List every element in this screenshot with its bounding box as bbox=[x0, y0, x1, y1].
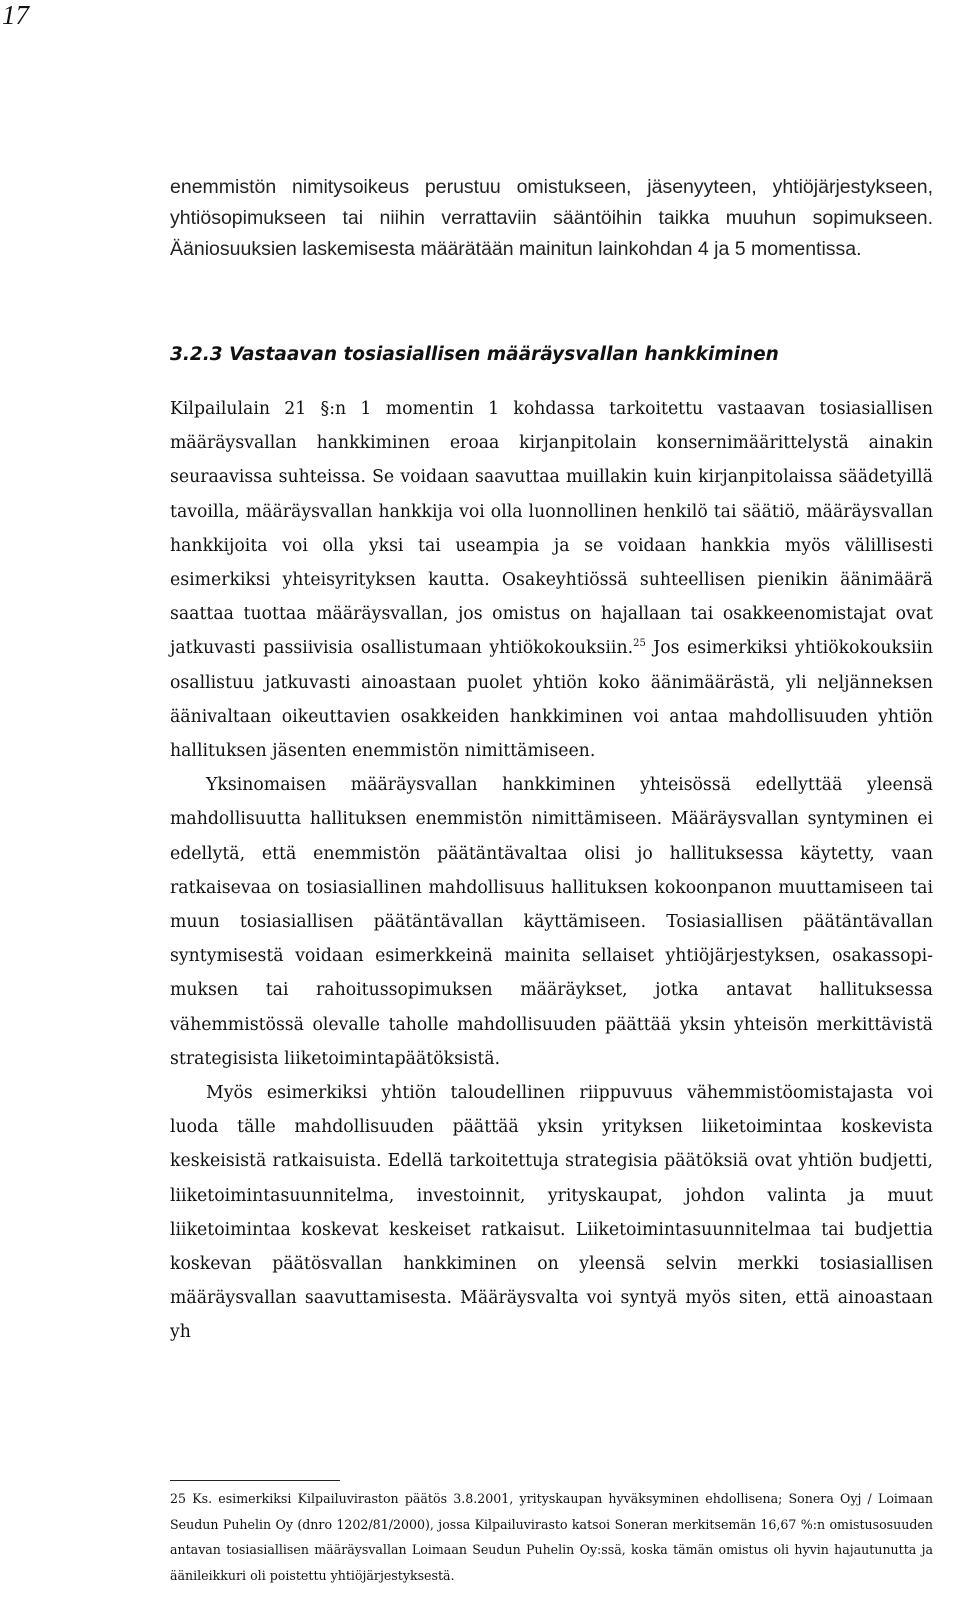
paragraph-1 bbox=[170, 392, 933, 768]
paragraph-3: Myös esimerkiksi yhtiön taloudellinen riippuvuus vähemmistöomistajasta voi luoda tälle mahdollisuuden päättää yksin yrityksen liiketoimintaa koskevista keskeisistä ratkaisuista. Edellä tarkoitettuja strategisia päätöksiä ovat yhtiön budjetti, liiketoimintasuunnitelma, investoinnit, yrityskaupat, johdon valinta ja muut liiketoimintaa koskevat keskeiset ratkaisut. Liiketoimintasuunnitelmaa tai budjettia koskevan päätösvallan hankkiminen on yleensä selvin merkki tosiasiallisen määräysvallan saavuttamisesta. Määräysvalta voi syntyä myös siten, että ainoastaan yh bbox=[170, 1083, 933, 1343]
paragraph-1-text: Kilpailulain 21 §:n 1 momentin 1 kohdassa tarkoitettu vastaavan tosiasiallisen määräysvallan hankkiminen eroaa kirjanpitolain konsernimäärittelystä ainakin seuraavissa suhteissa. Se voidaan saavuttaa muillakin kuin kirjanpitolaissa säädetyillä tavoilla, määräysvallan hankkija voi olla luonnollinen henkilö tai säätiö, määräysvallan hankkijoita voi olla yksi tai useampia ja se voidaan hankkia myös välillisesti esimerkiksi yhteisyrityksen kautta. Osakeyhtiössä suhteellisen pienikin äänimäärä saattaa tuottaa määräysvallan, jos omistus on hajallaan tai osakkeenomistajat ovat jatkuvasti passiivisia osallistumaan yhtiökokouksiin. bbox=[170, 399, 933, 659]
footnote-reference[interactable]: 25 bbox=[633, 638, 646, 650]
lead-paragraph: enemmistön nimitysoikeus perustuu omistukseen, jäsenyyteen, yhtiöjärjestykseen, yhtiösopimukseen tai niihin verrattaviin sääntöihin taikka muuhun sopimukseen. Ääniosuuksien laskemisesta määrätään mainitun lainkohdan 4 ja 5 momentissa. bbox=[170, 176, 933, 260]
section-heading: 3.2.3 Vastaavan tosiasiallisen määräysvallan hankkiminen bbox=[170, 344, 779, 365]
body-text bbox=[170, 392, 933, 1350]
footnote-divider bbox=[170, 1480, 340, 1481]
footnote: 25 Ks. esimerkiksi Kilpailuviraston päätös 3.8.2001, yrityskaupan hyväksyminen ehdollisena; Sonera Oyj / Loimaan Seudun Puhelin Oy (dnro 1202/81/2000), jossa Kilpailuvirasto katsoi Soneran merkitsemän 16,67 %:n omistusosuuden antavan tosiasiallisen määräysvallan Loimaan Seudun Puhelin Oy:ssä, koska tämän omistus oli hyvin hajautunutta ja äänileikkuri oli poistettu yhtiöjärjestyksestä. bbox=[170, 1491, 933, 1583]
page-number: 17 bbox=[2, 0, 29, 30]
paragraph-2: Yksinomaisen määräysvallan hankkiminen yhteisössä edellyttää yleensä mahdollisuutta hallituksen enemmistön nimittämiseen. Määräysvallan syntyminen ei edellytä, että enemmistön päätäntävaltaa olisi jo hallituksessa käytetty, vaan ratkaisevaa on tosiasiallinen mahdollisuus hallituksen kokoonpanon muuttamiseen tai muun tosiasiallisen päätäntävallan käyttämiseen. Tosiasiallisen päätäntävallan syntymisestä voidaan esimerkkeinä mainita sellaiset yhtiöjärjestyksen, osakassopimuksen tai rahoitussopimuksen määräykset, jotka antavat hallituksessa vähemmistössä olevalle taholle mahdollisuuden päättää yksin yhteisön merkittävistä strategisista liiketoimintapäätöksistä. bbox=[170, 775, 933, 1069]
paragraph-1-continuation: Jos esimerkiksi yhtiökokouksiin osallistuu jatkuvasti ainoastaan puolet yhtiön koko äänimäärästä, yli neljänneksen äänivaltaan oikeuttavien osakkeiden hankkiminen voi antaa mahdollisuuden yhtiön hallituksen jäsenten enemmistön nimittämiseen. bbox=[170, 638, 933, 762]
